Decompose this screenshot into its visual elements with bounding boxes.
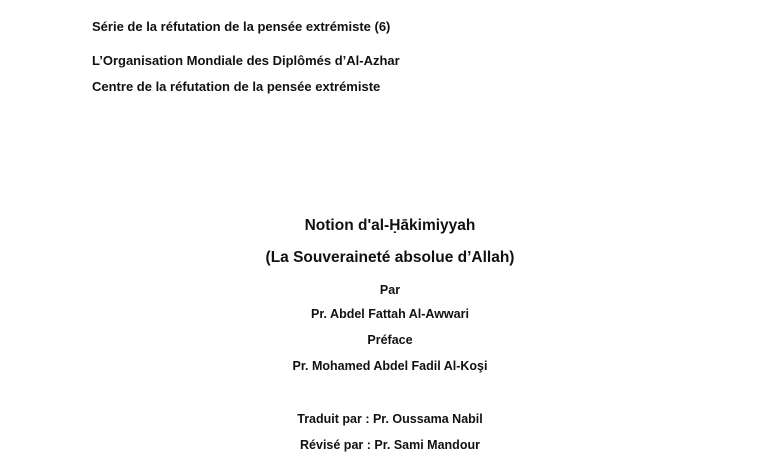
by-label: Par [379,283,401,297]
organization-name: L’Organisation Mondiale des Diplômés d’Al-Azhar [92,53,400,68]
preface-label: Préface [367,333,413,347]
document-subtitle: (La Souveraineté absolue d’Allah) [265,249,515,266]
document-title: Notion d'al-Ḥākimiyyah [304,217,476,234]
series-title: Série de la réfutation de la pensée extrémiste (6) [92,19,391,34]
reviser-credit: Révisé par : Pr. Sami Mandour [300,438,480,452]
author-name: Pr. Abdel Fattah Al-Awwari [311,307,469,321]
preface-author-name: Pr. Mohamed Abdel Fadil Al-Koşi [292,359,488,373]
translator-credit: Traduit par : Pr. Oussama Nabil [297,412,483,426]
centre-name: Centre de la réfutation de la pensée extrémiste [92,79,381,94]
